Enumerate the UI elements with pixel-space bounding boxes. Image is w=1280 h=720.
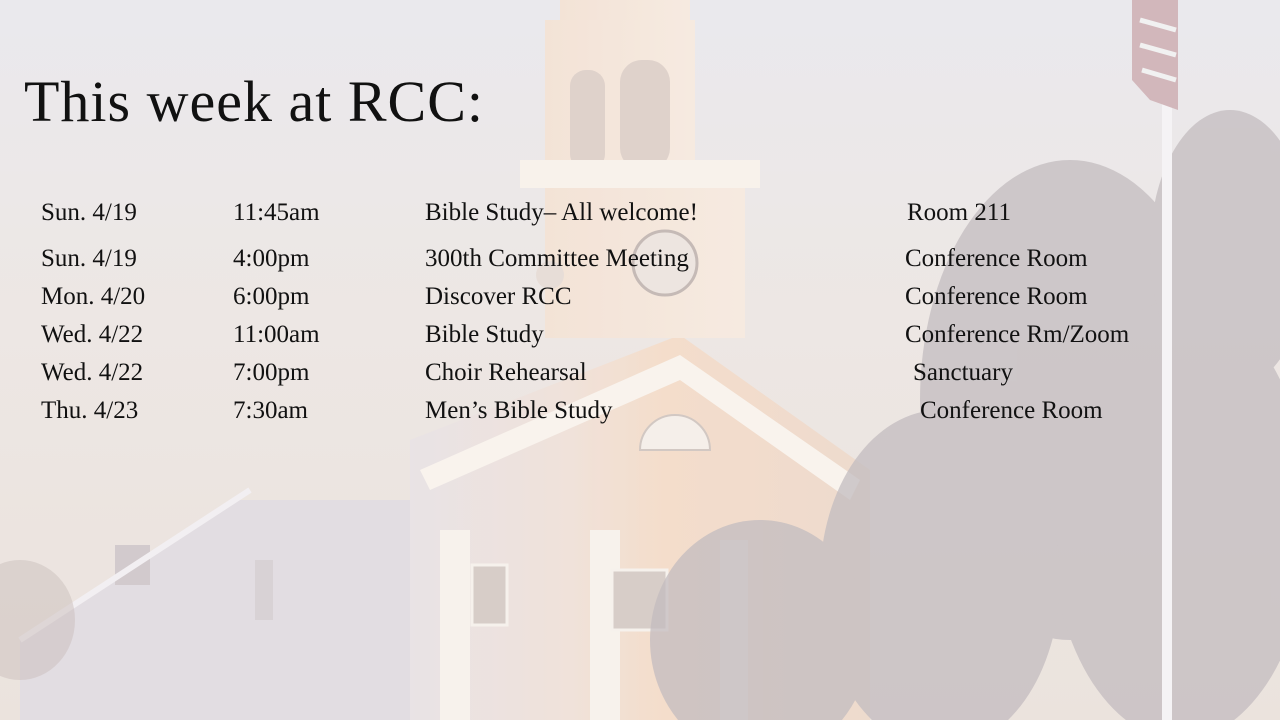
event-name: 300th Committee Meeting (425, 245, 689, 272)
event-location: Conference Room (905, 245, 1088, 272)
event-name: Choir Rehearsal (425, 359, 587, 386)
event-row (0, 356, 1280, 390)
event-day: Mon. 4/20 (41, 283, 146, 310)
event-day: Sun. 4/19 (41, 245, 137, 272)
event-day: Wed. 4/22 (41, 321, 144, 348)
event-location: Room 211 (907, 199, 1011, 226)
page-title: This week at RCC: (24, 69, 485, 134)
event-name: Bible Study– All welcome! (425, 199, 698, 226)
event-row (0, 394, 1280, 428)
event-name: Bible Study (425, 321, 544, 348)
event-day: Sun. 4/19 (41, 199, 137, 226)
event-name: Men’s Bible Study (425, 397, 613, 424)
event-time: 6:00pm (233, 283, 310, 310)
event-location: Conference Rm/Zoom (905, 321, 1130, 348)
event-time: 4:00pm (233, 245, 310, 272)
event-row (0, 196, 1280, 230)
event-row (0, 318, 1280, 352)
event-time: 11:45am (233, 199, 320, 226)
event-day: Wed. 4/22 (41, 359, 144, 386)
event-location: Conference Room (905, 283, 1088, 310)
event-name: Discover RCC (425, 283, 572, 310)
event-time: 7:00pm (233, 359, 310, 386)
event-time: 11:00am (233, 321, 320, 348)
event-time: 7:30am (233, 397, 308, 424)
event-location: Conference Room (920, 397, 1103, 424)
event-day: Thu. 4/23 (41, 397, 139, 424)
event-location: Sanctuary (913, 359, 1013, 386)
event-row (0, 280, 1280, 314)
event-row (0, 242, 1280, 276)
